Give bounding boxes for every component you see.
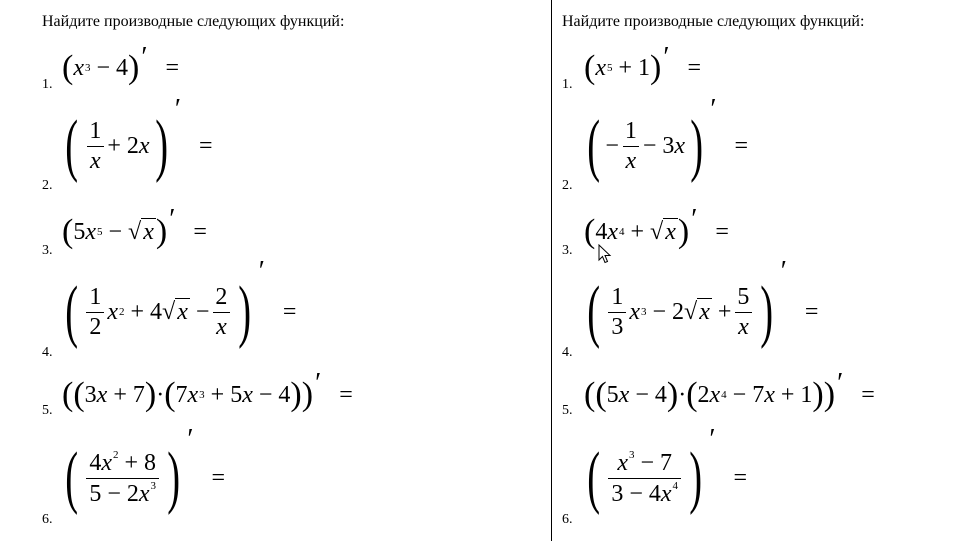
right-item-2-formula: ( − $\frac{1}{x}$ − 3 x ) ′ =: [587, 94, 749, 184]
left-item-1-number: 1.: [42, 77, 53, 92]
left-item-2-formula: ( $\frac{1}{x}$ + 2 x ) ′ =: [65, 94, 213, 184]
left-item-1-formula: ( x 3 − 4 ) ′ =: [62, 42, 180, 86]
right-item-6-formula: ( $\frac{x^3 - 7}{3 - 4x^4}$ ) ′ =: [587, 424, 747, 516]
right-item-1-number: 1.: [562, 77, 573, 92]
right-item-3-formula: ( 4 x 4 + √ x ) ′ =: [584, 204, 729, 250]
right-item-3-number: 3.: [562, 243, 573, 258]
right-item-1-formula: ( x 5 + 1 ) ′ =: [584, 42, 702, 86]
right-heading: Найдите производные следующих функций:: [562, 13, 865, 30]
right-item-6-number: 6.: [562, 512, 573, 527]
left-item-5-formula: (( 3 x + 7 ) · ( 7 x 3 + 5 x − 4 )) ′ =: [62, 368, 353, 413]
right-item-5-number: 5.: [562, 403, 573, 418]
right-item-4-number: 4.: [562, 345, 573, 360]
right-item-4-formula: ( $\frac{1}{3}$ x 3 − 2 √ x + $\frac{5}{x}$ ) ′ =: [587, 256, 819, 350]
left-item-3-number: 3.: [42, 243, 53, 258]
left-item-2-number: 2.: [42, 178, 53, 193]
left-item-6-formula: ( $\frac{4x^2 + 8}{5 - 2x^3}$ ) ′ =: [65, 424, 225, 516]
right-item-2-number: 2.: [562, 178, 573, 193]
left-item-6-number: 6.: [42, 512, 53, 527]
mouse-pointer-icon: [598, 244, 612, 264]
column-divider: [551, 0, 552, 541]
left-item-5-number: 5.: [42, 403, 53, 418]
left-item-4-number: 4.: [42, 345, 53, 360]
right-item-5-formula: (( 5 x − 4 ) · ( 2 x 4 − 7 x + 1 )) ′ =: [584, 368, 875, 413]
left-item-3-formula: ( 5 x 5 − √ x ) ′ =: [62, 204, 207, 250]
left-item-4-formula: ( $\frac{1}{2}$ x 2 + 4 √ x − $\frac{2}{x}$ ) ′ =: [65, 256, 297, 350]
left-heading: Найдите производные следующих функций:: [42, 13, 345, 30]
